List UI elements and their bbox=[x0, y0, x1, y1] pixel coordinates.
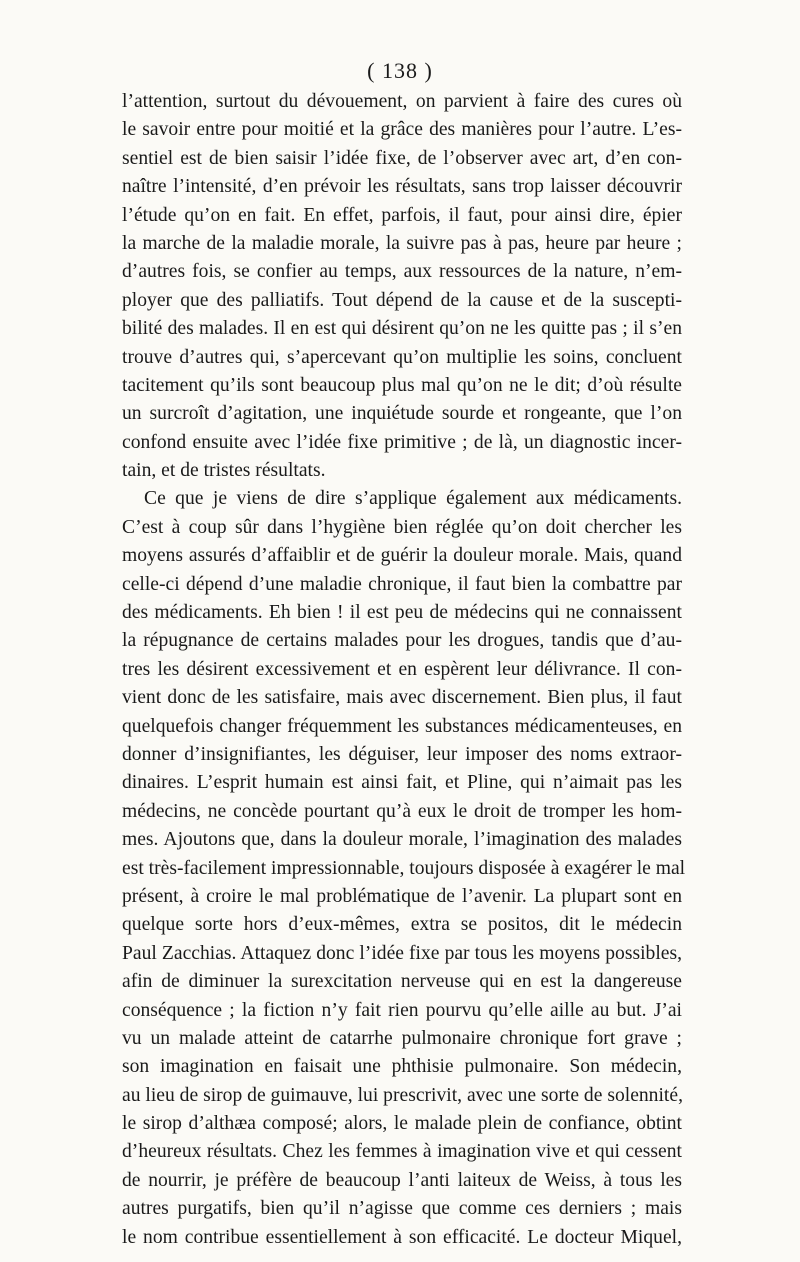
text-line: un surcroît d’agitation, une inquiétude sourde et rongeante, que l’on bbox=[122, 403, 682, 425]
text-line: Paul Zacchias. Attaquez donc l’idée fixe par tous les moyens possibles, bbox=[122, 942, 682, 964]
text-line: sentiel est de bien saisir l’idée fixe, de l’observer avec art, d’en con- bbox=[122, 147, 682, 169]
text-line: l’étude qu’on en fait. En effet, parfois, il faut, pour ainsi dire, épier bbox=[122, 204, 682, 226]
text-line: de nourrir, je préfère de beaucoup l’anti laiteux de Weiss, à tous les bbox=[122, 1169, 682, 1191]
text-line: moyens assurés d’affaiblir et de guérir la douleur morale. Mais, quand bbox=[122, 545, 682, 567]
text-line: tres les désirent excessivement et en espèrent leur délivrance. Il con- bbox=[122, 658, 682, 680]
body-text bbox=[122, 88, 686, 1252]
text-line: vu un malade atteint de catarrhe pulmonaire chronique fort grave ; bbox=[122, 1027, 682, 1049]
text-line: d’heureux résultats. Chez les femmes à imagination vive et qui cessent bbox=[122, 1141, 682, 1163]
text-line: la répugnance de certains malades pour les drogues, tandis que d’au- bbox=[122, 630, 682, 652]
text-line: trouve d’autres qui, s’apercevant qu’on multiplie les soins, concluent bbox=[122, 346, 682, 368]
text-line: confond ensuite avec l’idée fixe primitive ; de là, un diagnostic incer- bbox=[122, 431, 682, 453]
text-line: tain, et de tristes résultats. bbox=[122, 460, 326, 482]
text-line: autres purgatifs, bien qu’il n’agisse que comme ces derniers ; mais bbox=[122, 1198, 682, 1220]
text-line: afin de diminuer la surexcitation nerveuse qui en est la dangereuse bbox=[122, 971, 682, 993]
page-number: ( 138 ) bbox=[367, 58, 433, 83]
text-line: le nom contribue essentiellement à son efficacité. Le docteur Miquel, bbox=[122, 1226, 682, 1248]
text-line: la marche de la maladie morale, la suivre pas à pas, heure par heure ; bbox=[122, 232, 682, 254]
text-line: tacitement qu’ils sont beaucoup plus mal qu’on ne le dit; d’où résulte bbox=[122, 374, 682, 396]
text-line: son imagination en faisait une phthisie pulmonaire. Son médecin, bbox=[122, 1056, 682, 1078]
text-line: donner d’insignifiantes, les déguiser, leur imposer des noms extraor- bbox=[122, 743, 682, 765]
text-line: présent, à croire le mal problématique de l’avenir. La plupart sont en bbox=[122, 885, 682, 907]
text-line: quelquefois changer fréquemment les substances médicamenteuses, en bbox=[122, 715, 682, 737]
text-line: bilité des malades. Il en est qui désirent qu’on ne les quitte pas ; il s’en bbox=[122, 318, 682, 340]
text-line: l’attention, surtout du dévouement, on parvient à faire des cures où bbox=[122, 91, 682, 112]
text-line: médecins, ne concède pourtant qu’à eux le droit de tromper les hom- bbox=[122, 800, 682, 822]
text-line: est très-facilement impressionnable, toujours disposée à exagérer le mal bbox=[122, 857, 686, 879]
text-line: ployer que des palliatifs. Tout dépend de la cause et de la suscepti- bbox=[122, 289, 682, 311]
text-line: d’autres fois, se confier au temps, aux ressources de la nature, n’em- bbox=[122, 261, 682, 283]
text-line: au lieu de sirop de guimauve, lui prescrivit, avec une sorte de solennité, bbox=[122, 1084, 683, 1106]
text-line: celle-ci dépend d’une maladie chronique, il faut bien la combattre par bbox=[122, 573, 682, 595]
text-line: conséquence ; la fiction n’y fait rien pourvu qu’elle aille au but. J’ai bbox=[122, 999, 682, 1021]
text-line: vient donc de les satisfaire, mais avec discernement. Bien plus, il faut bbox=[122, 687, 682, 709]
text-line: le savoir entre pour moitié et la grâce des manières pour l’autre. L’es- bbox=[122, 119, 682, 141]
text-line: mes. Ajoutons que, dans la douleur morale, l’imagination des malades bbox=[122, 829, 682, 851]
text-line: C’est à coup sûr dans l’hygiène bien réglée qu’on doit chercher les bbox=[122, 516, 682, 538]
text-line: quelque sorte hors d’eux-mêmes, extra se positos, dit le médecin bbox=[122, 914, 682, 936]
text-line: naître l’intensité, d’en prévoir les résultats, sans trop laisser découvrir bbox=[122, 176, 682, 198]
text-line: Ce que je viens de dire s’applique également aux médicaments. bbox=[144, 488, 682, 510]
text-line: des médicaments. Eh bien ! il est peu de médecins qui ne connaissent bbox=[122, 602, 682, 624]
text-line: dinaires. L’esprit humain est ainsi fait, et Pline, qui n’aimait pas les bbox=[122, 772, 682, 794]
text-line: le sirop d’althæa composé; alors, le malade plein de confiance, obtint bbox=[122, 1113, 682, 1135]
